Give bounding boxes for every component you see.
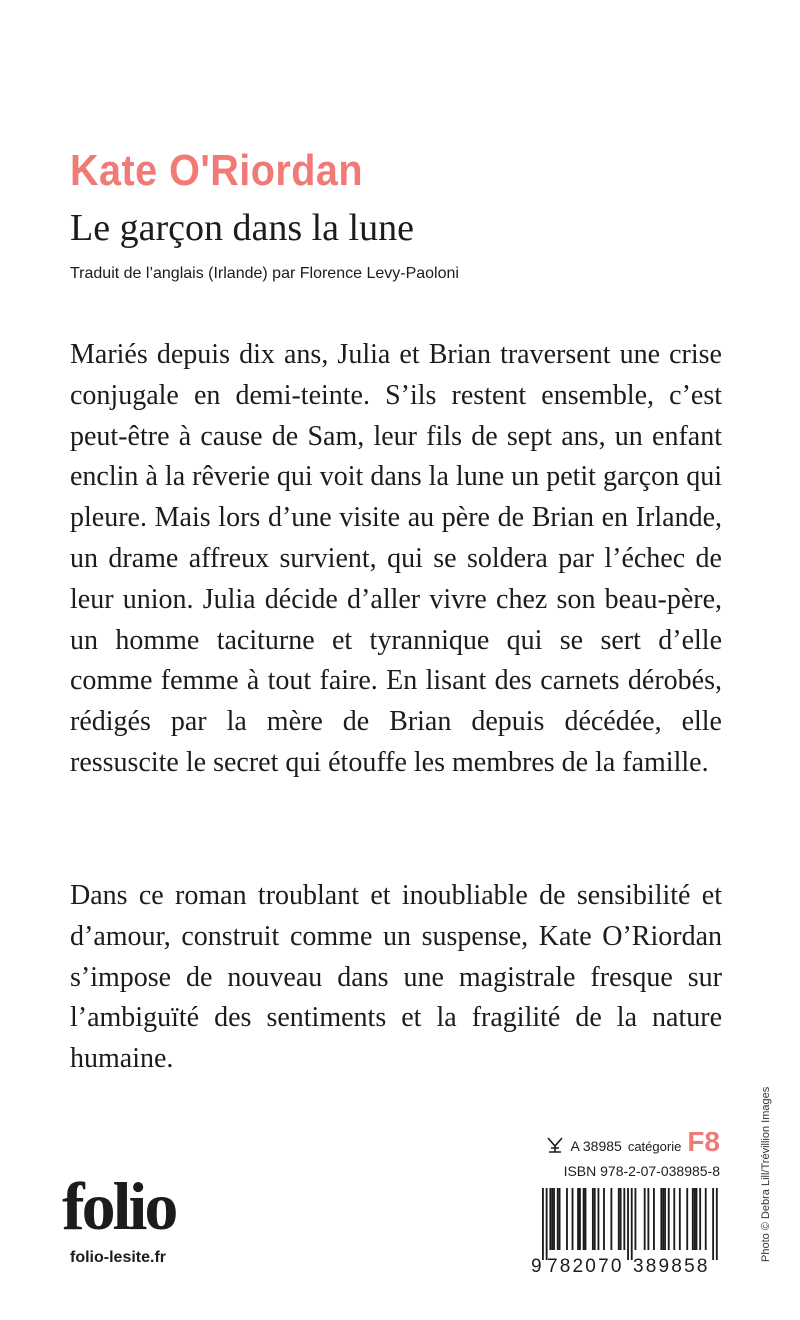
- barcode-bar: [662, 1188, 664, 1250]
- barcode-bar: [679, 1188, 681, 1250]
- catalog-line: [546, 1128, 720, 1156]
- summary-paragraph-1: Mariés depuis dix ans, Julia et Brian traversent une crise conjugale en demi-teinte. S’ils restent ensemble, c’est peut-être à cause de Sam, leur fils de sept ans, un enfant enclin à la rêverie qui voit dans la lune un petit garçon qui pleure. Mais lors d’une visite au père de Brian en Irlande, un drame affreux survient, qui se soldera par l’échec de leur union. Julia décide d’aller vivre chez son beau-père, un homme taciturne et tyrannique qui se sert d’elle comme femme à tout faire. En lisant des carnets dérobés, rédigés par la mère de Brian depuis décédée, elle ressuscite le secret qui étouffe les membres de la famille.: [70, 339, 722, 778]
- barcode-bar: [553, 1188, 555, 1250]
- barcode-bar: [623, 1188, 625, 1250]
- barcode-bar: [566, 1188, 568, 1250]
- barcode-bar: [653, 1188, 655, 1250]
- translator-credit: Traduit de l’anglais (Irlande) par Florence Levy-Paoloni: [70, 265, 459, 282]
- barcode-bar: [594, 1188, 596, 1250]
- catalog-number: A 38985: [570, 1138, 622, 1154]
- barcode-bar: [557, 1188, 559, 1250]
- barcode-first-digit: 9: [531, 1256, 542, 1274]
- barcode-bar: [579, 1188, 581, 1250]
- barcode-bar: [610, 1188, 612, 1250]
- author-name: Kate O'Riordan: [70, 146, 363, 195]
- barcode-bar: [572, 1188, 574, 1250]
- barcode-bar: [546, 1188, 548, 1260]
- barcode-bar: [686, 1188, 688, 1250]
- barcode-bar: [699, 1188, 701, 1250]
- barcode-bar: [577, 1188, 579, 1250]
- barcode-bar: [673, 1188, 675, 1250]
- barcode: [530, 1188, 722, 1274]
- isbn-number: ISBN 978-2-07-038985-8: [563, 1163, 720, 1179]
- barcode-bar: [592, 1188, 594, 1250]
- barcode-right-digits: 389858: [633, 1256, 710, 1274]
- summary-paragraph-2: Dans ce roman troublant et inoubliable de sensibilité et d’amour, construit comme un suspense, Kate O’Riordan s’impose de nouveau dans une magistrale fresque sur l’ambiguïté des sentiments et la fragilité de la nature humaine.: [70, 880, 722, 1075]
- barcode-bar: [635, 1188, 637, 1250]
- barcode-bar: [583, 1188, 585, 1250]
- barcode-bar: [603, 1188, 605, 1250]
- barcode-bar: [618, 1188, 620, 1250]
- barcode-bar: [660, 1188, 662, 1250]
- book-title: Le garçon dans la lune: [70, 207, 414, 249]
- barcode-bar: [664, 1188, 666, 1250]
- barcode-bar: [549, 1188, 551, 1250]
- barcode-bar: [705, 1188, 707, 1250]
- barcode-bar: [620, 1188, 622, 1250]
- barcode-bar: [585, 1188, 587, 1250]
- barcode-bar: [712, 1188, 714, 1260]
- barcode-bar: [668, 1188, 670, 1250]
- barcode-bar: [647, 1188, 649, 1250]
- barcode-bar: [716, 1188, 718, 1260]
- barcode-bar: [551, 1188, 553, 1250]
- publisher-website: folio-lesite.fr: [70, 1249, 167, 1266]
- barcode-bar: [692, 1188, 694, 1250]
- barcode-bar: [542, 1188, 544, 1260]
- barcode-bar: [644, 1188, 646, 1250]
- barcode-left-digits: 782070: [547, 1256, 624, 1274]
- folio-logo: folio: [62, 1168, 176, 1244]
- photo-credit: Photo © Debra Lill/Trévillion Images: [760, 1086, 772, 1262]
- barcode-bars: [542, 1188, 718, 1260]
- category-label: catégorie: [627, 1139, 682, 1154]
- barcode-bar: [598, 1188, 600, 1250]
- category-code: F8: [687, 1126, 720, 1157]
- barcode-bar: [559, 1188, 561, 1250]
- gallimard-mark-icon: [546, 1137, 564, 1153]
- barcode-bar: [694, 1188, 696, 1250]
- barcode-bar: [696, 1188, 698, 1250]
- barcode-bar: [627, 1188, 629, 1260]
- barcode-bar: [631, 1188, 633, 1260]
